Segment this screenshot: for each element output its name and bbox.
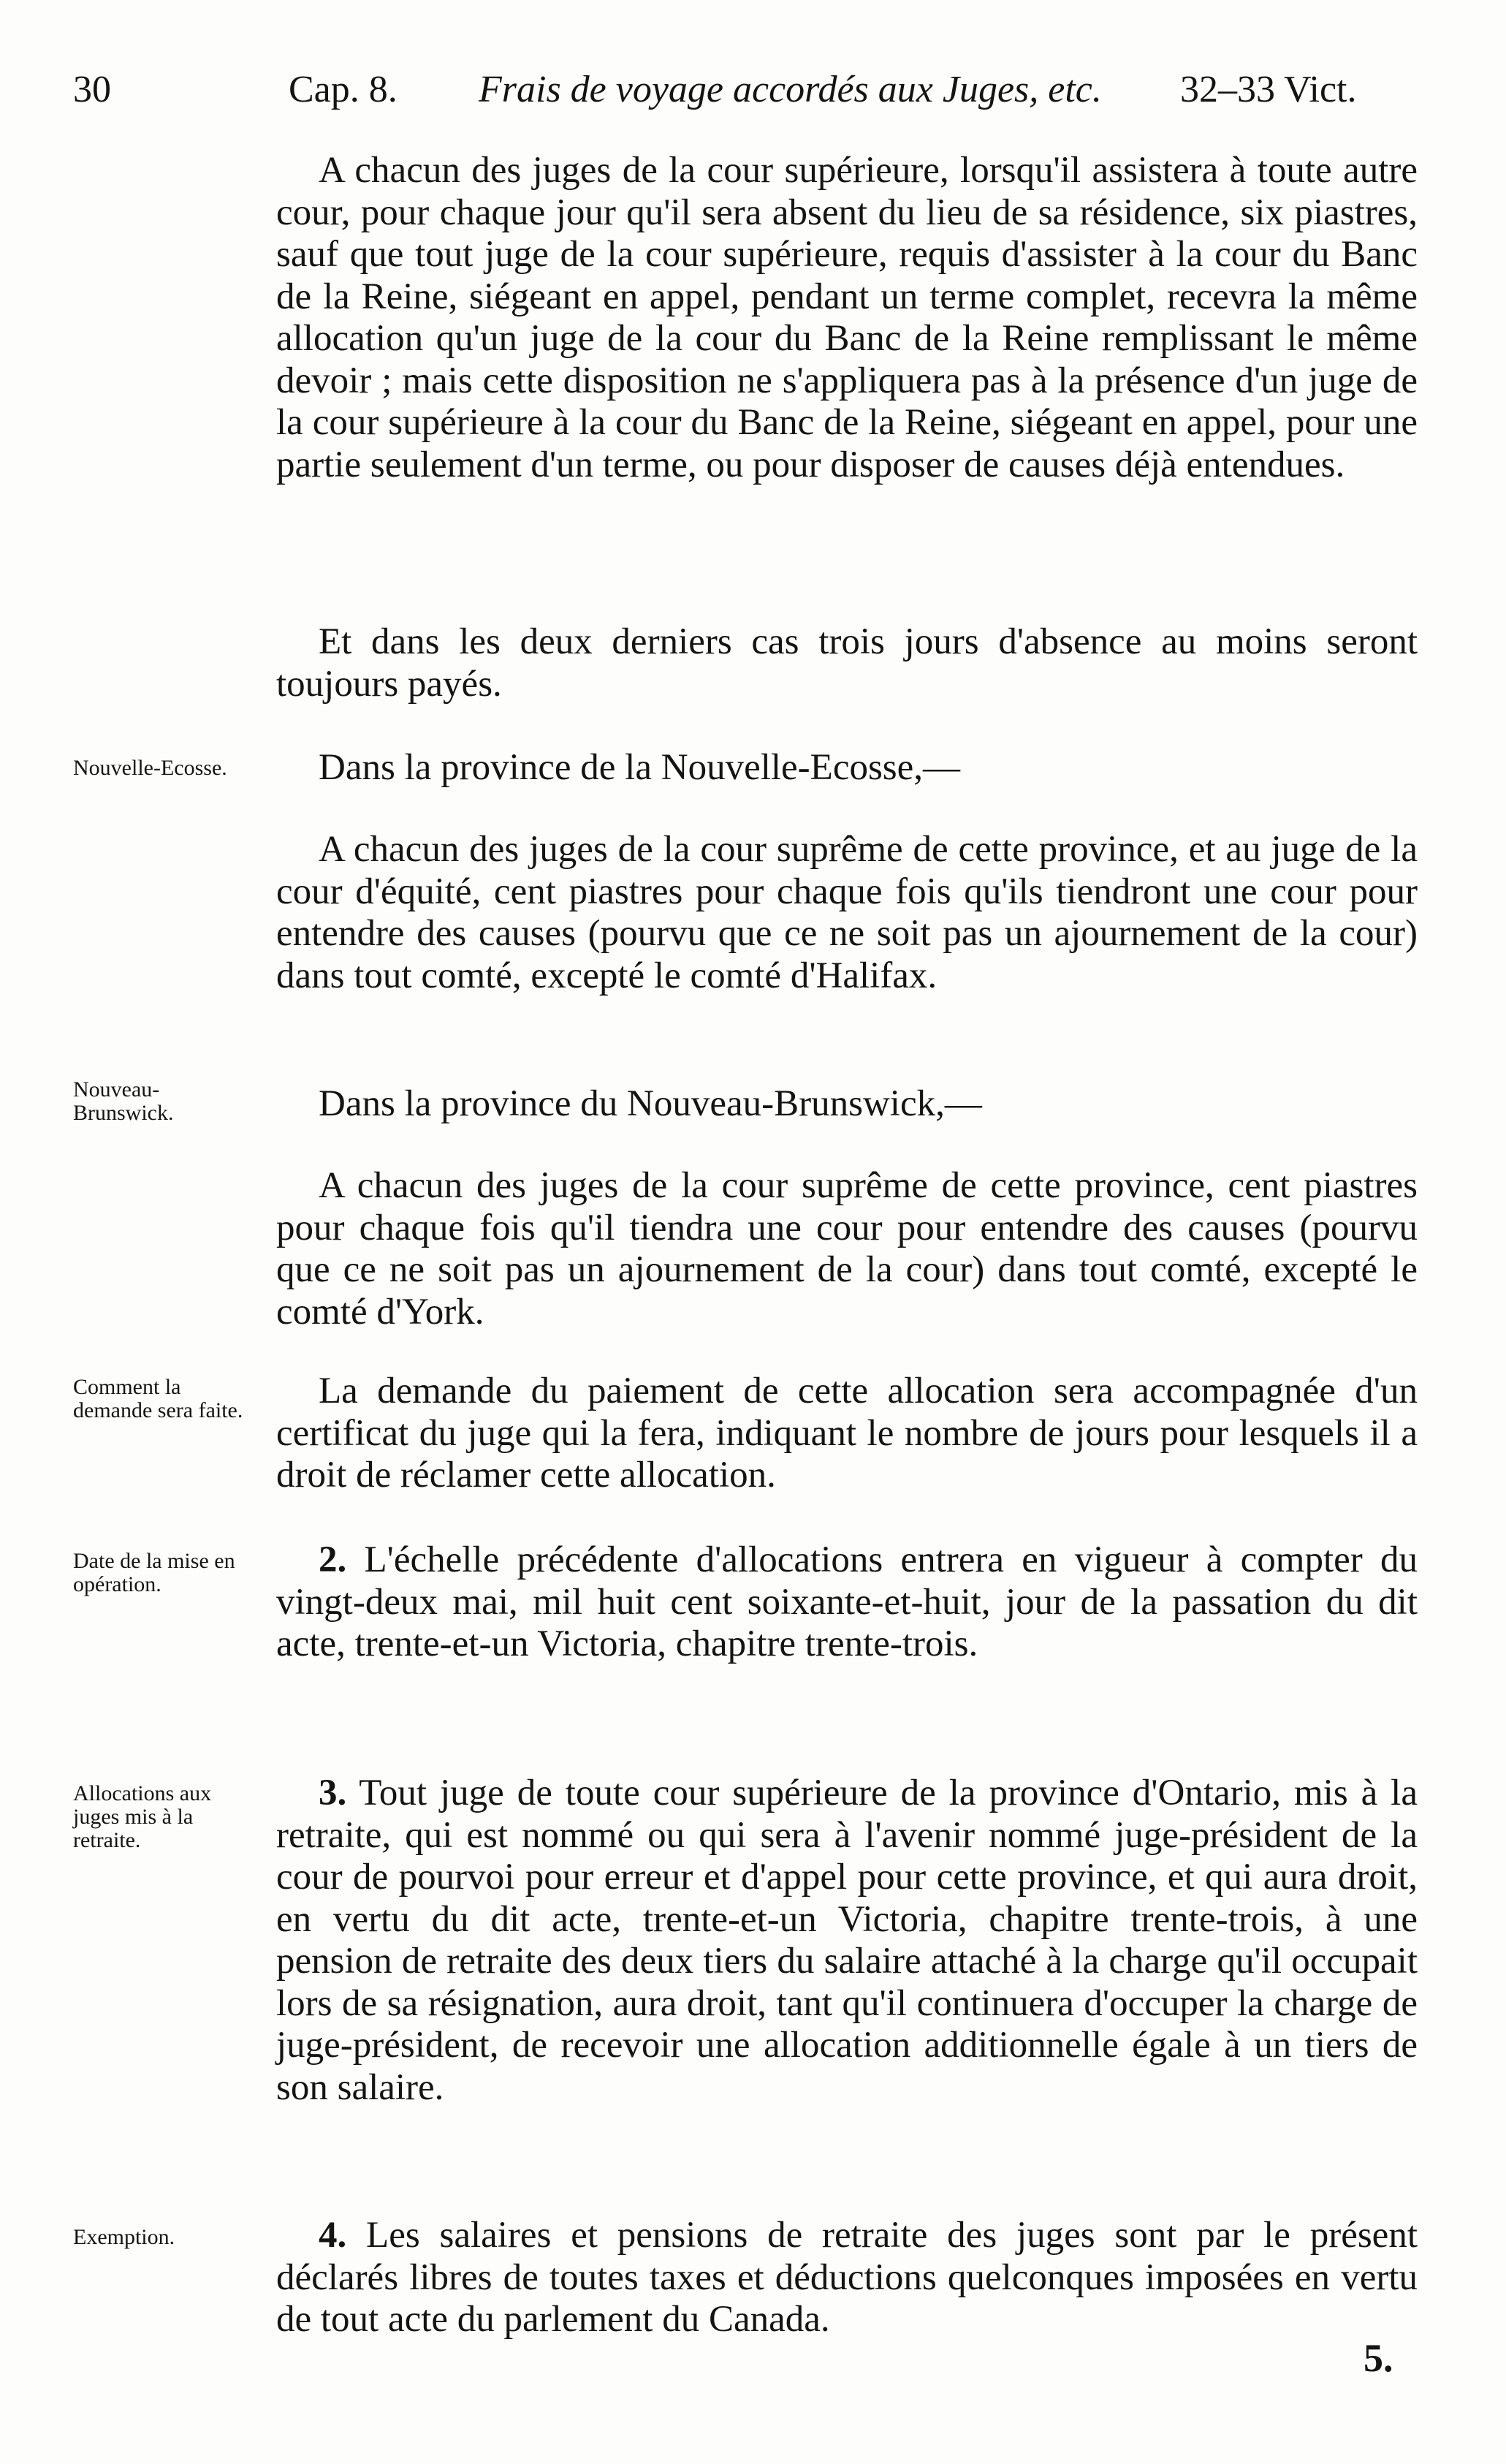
paragraph-payment-request: La demande du paiement de cette allocation sera accompagnée d'un certificat du juge qui la fera, indiquant le nombre de jours pour lesquels il a droit de réclamer cette allocation. xyxy=(276,1371,1418,1496)
catchword: 5. xyxy=(1364,2336,1393,2380)
paragraph-new-brunswick: A chacun des juges de la cour suprême de cette province, cent piastres pour chaque fois qu'il tiendra une cour pour entendre des causes (pourvu que ce ne soit pas un ajournement de la cour) dans tout comté, excepté le comté d'York. xyxy=(276,1165,1418,1333)
section-number: 2. xyxy=(319,1539,347,1580)
paragraph-absence-days: Et dans les deux derniers cas trois jours d'absence au moins seront toujours payés. xyxy=(276,621,1418,705)
paragraph-superior-court: A chacun des juges de la cour supérieure, lorsqu'il assistera à toute autre cour, pour chaque jour qu'il sera absent du lieu de sa résidence, six piastres, sauf que tout juge de la cour supérieure, requis d'assister à la cour du Banc de la Reine, siégeant en appel, pendant un terme complet, recevra la même allocation qu'un juge de la cour du Banc de la Reine remplissant le même devoir ; mais cette disposition ne s'appliquera pas à la présence d'un juge de la cour supérieure à la cour du Banc de la Reine, siégeant en appel, pour une partie seulement d'un terme, ou pour disposer de causes déjà entendues. xyxy=(276,150,1418,485)
section-number: 4. xyxy=(319,2215,347,2256)
section-number: 3. xyxy=(319,1773,347,1813)
page-number: 30 xyxy=(73,69,111,110)
paragraph-nova-scotia: A chacun des juges de la cour suprême de cette province, et au juge de la cour d'équité, cent piastres pour chaque fois qu'ils tiendront une cour pour entendre des causes (pourvu que ce ne soit pas un ajournement de la cour) dans tout comté, excepté le comté d'Halifax. xyxy=(276,829,1418,996)
margin-note-nouveau-brunswick: Nouveau-Brunswick. xyxy=(73,1077,174,1125)
section-2 xyxy=(276,1539,1418,1666)
margin-note-allocations-retraite: Allocations aux juges mis à la retraite. xyxy=(73,1781,212,1852)
section-4 xyxy=(276,2215,1418,2341)
running-header xyxy=(73,57,1440,123)
section-3 xyxy=(276,1773,1418,2109)
chapter-label: Cap. 8. xyxy=(289,69,398,110)
margin-note-date-mise-en-operation: Date de la mise en opération. xyxy=(73,1549,235,1596)
margin-note-nouvelle-ecosse: Nouvelle-Ecosse. xyxy=(73,756,227,780)
margin-note-comment-demande: Comment la demande sera faite. xyxy=(73,1375,243,1422)
section-text: Tout juge de toute cour supérieure de la province d'Ontario, mis à la retraite, qui est nommé ou qui sera à l'avenir nommé juge-président de la cour de pourvoi pour erreur et d'appel pour cette province, et qui aura droit, en vertu du dit acte, trente-et-un Victoria, chapitre trente-trois, à une pension de retraite des deux tiers du salaire attaché à la charge qu'il occupait lors de sa résignation, aura droit, tant qu'il continuera d'occuper la charge de juge-président, de recevoir une allocation additionnelle égale à un tiers de son salaire. xyxy=(276,1773,1418,2108)
margin-note-exemption: Exemption. xyxy=(73,2225,175,2249)
paragraph-nova-scotia-heading: Dans la province de la Nouvelle-Ecosse,— xyxy=(319,747,961,788)
session-label: 32–33 Vict. xyxy=(1180,69,1357,110)
section-text: L'échelle précédente d'allocations entrera en vigueur à compter du vingt-deux mai, mil huit cent soixante-et-huit, jour de la passation du dit acte, trente-et-un Victoria, chapitre trente-trois. xyxy=(276,1539,1418,1664)
running-title: Frais de voyage accordés aux Juges, etc. xyxy=(479,69,1102,110)
paragraph-new-brunswick-heading: Dans la province du Nouveau-Brunswick,— xyxy=(319,1083,982,1124)
section-text: Les salaires et pensions de retraite des juges sont par le présent déclarés libres de toutes taxes et déductions quelconques imposées en vertu de tout acte du parlement du Canada. xyxy=(276,2215,1418,2340)
